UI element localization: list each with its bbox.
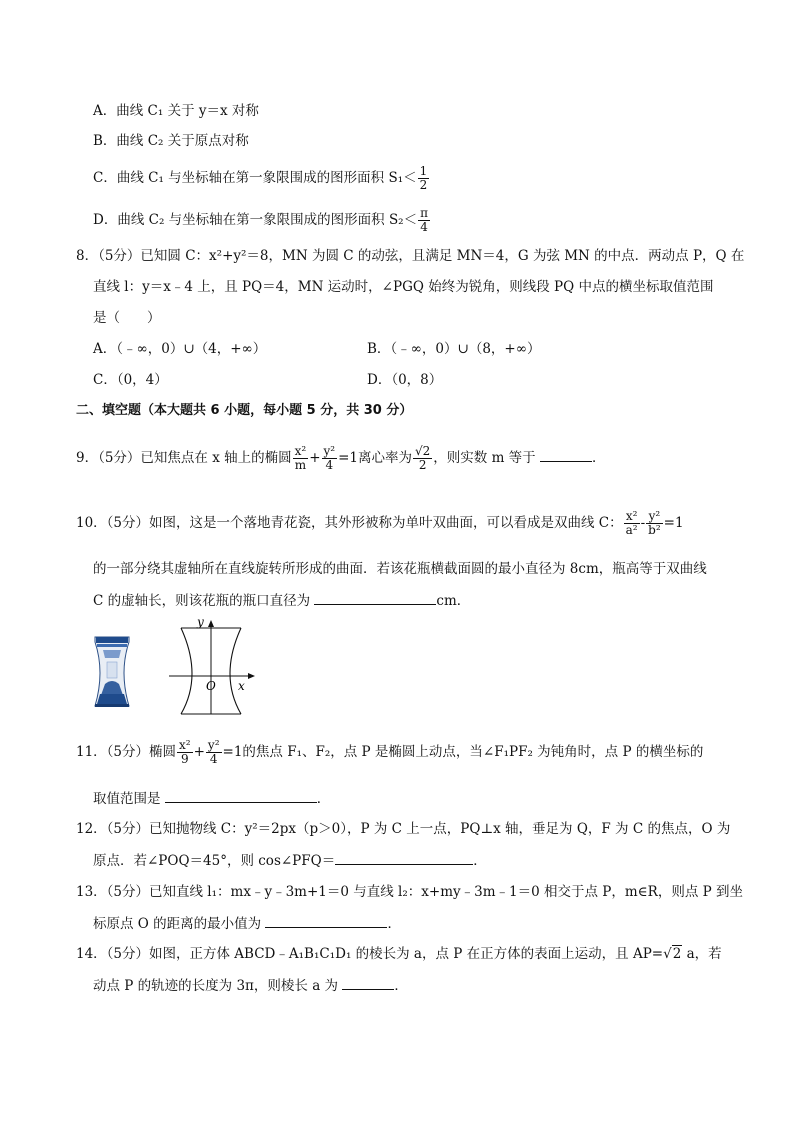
q11-fraction-y (206, 739, 222, 766)
q14-line-2-prefix: 动点 P 的轨迹的长度为 3π，则棱长 a 为 (93, 978, 343, 994)
q8-option-b: B．（﹣∞，0）∪（8，+∞） (367, 341, 541, 357)
sqrt-symbol: √2 (663, 946, 682, 962)
fraction-numerator: y² (207, 738, 220, 752)
q9-eq: =1离心率为 (338, 450, 413, 466)
q9-fraction-y (322, 445, 338, 472)
q14-answer-blank (342, 975, 394, 990)
fraction-numerator: y² (323, 444, 336, 458)
q12-line-1: 12．（5分）已知抛物线 C：y²＝2px（p＞0），P 为 C 上一点，PQ⊥x 轴，垂足为 Q，F 为 C 的焦点，O 为 (76, 821, 731, 837)
fraction-denominator: 4 (209, 752, 218, 766)
graph-x-label: x (238, 679, 245, 693)
q9-answer-blank (540, 447, 592, 462)
fraction-denominator: b² (648, 523, 661, 537)
fraction-denominator: a² (625, 523, 638, 537)
q7-option-c-text: C．曲线 C₁ 与坐标轴在第一象限围成的图形面积 S₁＜ (93, 170, 417, 186)
q12-line-2 (93, 850, 487, 871)
q7-option-b: B．曲线 C₂ 关于原点对称 (93, 133, 249, 149)
fraction-denominator: 9 (181, 752, 189, 766)
x-axis-arrow-icon (248, 673, 255, 679)
q12-line-2-prefix: 原点．若∠POQ＝45°，则 cos∠PFQ＝ (93, 853, 336, 869)
q8-option-a: A．（﹣∞，0）∪（4，+∞） (93, 341, 267, 357)
q9-line (76, 445, 605, 472)
q8-option-d: D．（0，8） (367, 372, 443, 388)
vase-image (93, 634, 131, 710)
q11-prefix: 11．（5分）椭圆 (76, 744, 177, 760)
q8-line-1: 8．（5分）已知圆 C：x²+y²＝8，MN 为圆 C 的动弦，且满足 MN＝4，G 为弦 MN 的中点．两动点 P，Q 在 (76, 248, 745, 264)
q7-option-c (93, 165, 430, 192)
hyperbola-left-branch (181, 628, 192, 714)
fraction-denominator: 4 (325, 458, 334, 472)
q13-answer-blank (265, 913, 387, 928)
q11-plus: + (193, 744, 205, 760)
q11-line-2-prefix: 取值范围是 (93, 791, 165, 807)
q11-answer-blank (165, 788, 317, 803)
q13-line-2-prefix: 标原点 O 的距离的最小值为 (93, 916, 266, 932)
fraction-numerator: x² (179, 738, 191, 752)
q9-suffix: ，则实数 m 等于 (433, 450, 540, 466)
q8-option-c: C．（0，4） (93, 372, 168, 388)
q9-end: ． (591, 450, 606, 466)
fraction-numerator: x² (294, 444, 307, 458)
section-2-title: 二、填空题（本大题共 6 小题，每小题 5 分，共 30 分） (76, 403, 413, 418)
q11-fraction-x (177, 739, 193, 766)
q7-option-a: A．曲线 C₁ 关于 y＝x 对称 (93, 103, 259, 119)
q8-line-2: 直线 l：y＝x﹣4 上，且 PQ＝4，MN 运动时，∠PGQ 始终为锐角，则线段 PQ 中点的横坐标取值范围 (93, 279, 714, 295)
q10-line-3 (93, 590, 470, 611)
fraction-denominator: m (294, 458, 307, 472)
fraction-denominator: 2 (419, 178, 428, 192)
fraction-denominator: 2 (418, 458, 427, 472)
fraction-numerator: √2 (415, 444, 431, 458)
q13-line-1: 13．（5分）已知直线 l₁：mx﹣y﹣3m+1＝0 与直线 l₂：x+my﹣3m﹣1＝0 相交于点 P，m∈R，则点 P 到坐 (76, 884, 743, 900)
q14-line-1 (76, 944, 722, 964)
q10-line-3-suffix: cm． (436, 593, 471, 609)
q12-answer-blank (335, 850, 473, 865)
q10-minus: - (640, 515, 646, 531)
graph-origin-label: O (206, 679, 216, 693)
fraction-numerator: 1 (419, 164, 428, 178)
q8-line-3: 是（ ） (93, 310, 161, 326)
q11-suffix: =1的焦点 F₁、F₂，点 P 是椭圆上动点，当∠F₁PF₂ 为钝角时，点 P 的横坐标的 (222, 744, 704, 760)
q10-fraction-x (624, 510, 640, 537)
fraction-denominator: 4 (420, 220, 428, 234)
q7-option-c-fraction (418, 165, 430, 192)
q11-line-2-suffix: ． (316, 791, 331, 807)
sqrt-radicand: 2 (672, 946, 682, 962)
q9-fraction-e (413, 445, 432, 472)
y-axis-arrow-icon (208, 620, 214, 627)
q7-option-d (93, 207, 431, 234)
q10-prefix: 10．（5分）如图，这是一个落地青花瓷，其外形被称为单叶双曲面，可以看成是双曲线 C： (76, 515, 623, 531)
q14-line-1-prefix: 14．（5分）如图，正方体 ABCD﹣A₁B₁C₁D₁ 的棱长为 a，点 P 在正方体的表面上运动，且 AP= (76, 946, 664, 962)
hyperbola-graph (163, 618, 263, 716)
q7-option-d-fraction (418, 207, 430, 234)
q9-prefix: 9．（5分）已知焦点在 x 轴上的椭圆 (76, 450, 292, 466)
q14-line-2 (93, 975, 408, 996)
fraction-numerator: x² (624, 510, 640, 524)
q12-line-2-suffix: ． (473, 853, 487, 869)
q10-line-2: 的一部分绕其虚轴所在直线旋转所形成的曲面．若该花瓶横截面圆的最小直径为 8cm，瓶高等于双曲线 (93, 561, 707, 577)
q10-eq: =1 (663, 515, 684, 531)
fraction-numerator: y² (646, 510, 663, 524)
q9-fraction-x (293, 445, 309, 472)
q11-line-2 (93, 788, 330, 809)
graph-y-label: y (197, 618, 204, 629)
q7-option-d-text: D．曲线 C₂ 与坐标轴在第一象限围成的图形面积 S₂＜ (93, 212, 418, 228)
q14-line-2-suffix: ． (394, 978, 408, 994)
q13-line-2 (93, 913, 401, 934)
q9-plus: + (309, 450, 321, 466)
q13-line-2-suffix: ． (387, 916, 401, 932)
q10-line-1 (76, 510, 684, 537)
fraction-numerator: π (420, 206, 428, 220)
hyperbola-right-branch (230, 628, 241, 714)
q14-line-1-suffix: a，若 (682, 946, 722, 962)
q10-line-3-prefix: C 的虚轴长，则该花瓶的瓶口直径为 (93, 593, 315, 609)
q10-answer-blank (314, 590, 436, 605)
q10-fraction-y (646, 510, 663, 537)
q11-line-1 (76, 739, 703, 766)
